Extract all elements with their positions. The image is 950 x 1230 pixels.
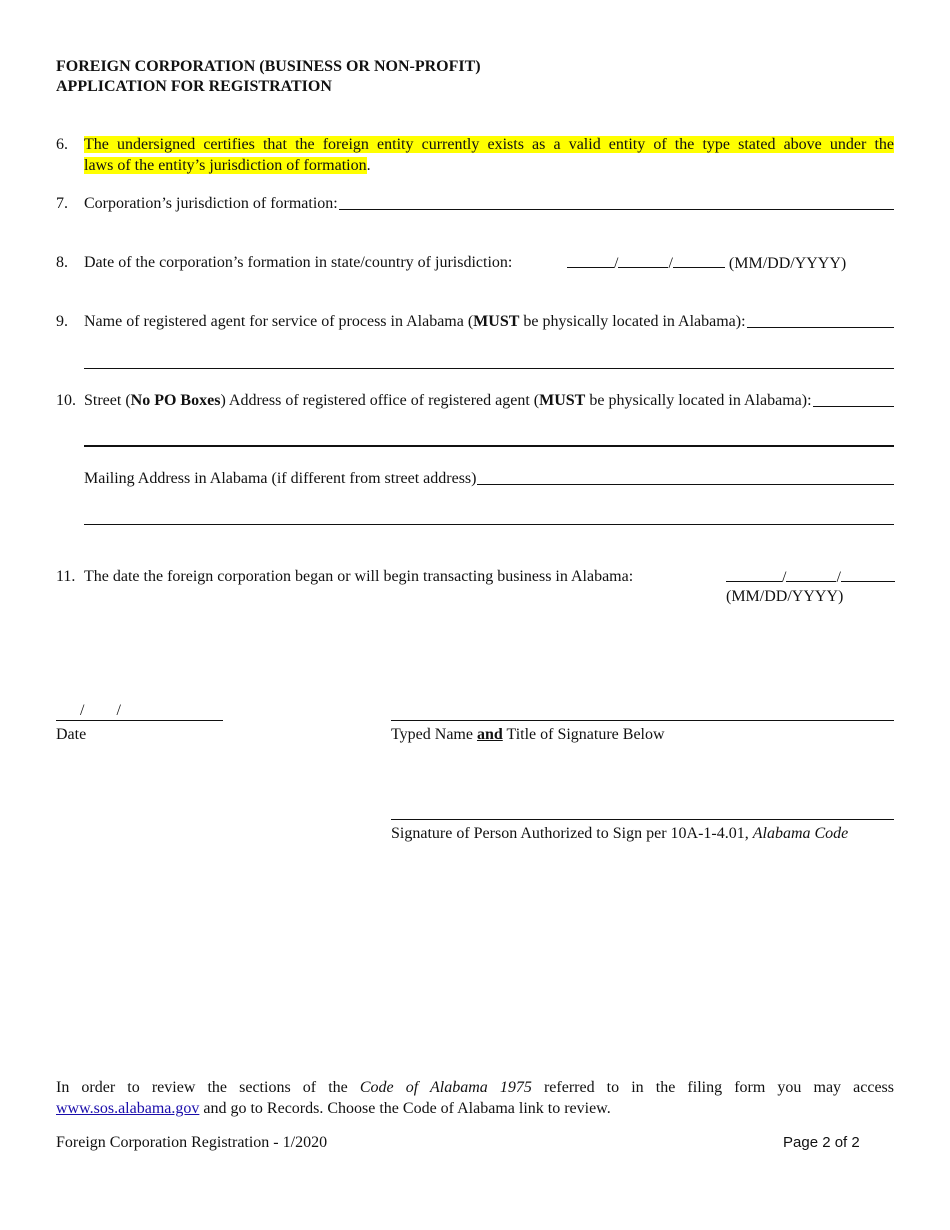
item-10-label: Street (No PO Boxes) Address of registered office of registered agent (MUST be physically located in Alabama):: [84, 392, 812, 409]
item-11-label: The date the foreign corporation began or will begin transacting business in Alabama:: [84, 568, 634, 585]
item-11-format: (MM/DD/YYYY): [726, 588, 844, 605]
mailing-address-line2[interactable]: [84, 524, 894, 525]
form-title-line1: FOREIGN CORPORATION (BUSINESS OR NON-PROFIT): [56, 58, 481, 75]
start-year-blank[interactable]: [841, 566, 895, 582]
business-start-date-field[interactable]: [726, 566, 895, 588]
signature-label: Signature of Person Authorized to Sign per 10A-1-4.01, Alabama Code: [391, 825, 849, 842]
date-slash: /: [782, 569, 787, 586]
page-number: Page 2 of 2: [783, 1134, 860, 1151]
item-10-row: [84, 390, 894, 411]
date-slash: /: [668, 255, 673, 272]
sos-website-link[interactable]: www.sos.alabama.gov: [56, 1100, 200, 1117]
start-month-blank[interactable]: [726, 566, 782, 582]
form-identifier: Foreign Corporation Registration - 1/2020: [56, 1134, 328, 1151]
jurisdiction-field[interactable]: [339, 209, 894, 210]
item-8-format: (MM/DD/YYYY): [728, 255, 847, 272]
item-10-number: 10.: [56, 392, 76, 409]
item-9-label: Name of registered agent for service of process in Alabama (MUST be physically located in Alabama):: [84, 313, 746, 330]
form-title: [56, 57, 481, 97]
street-address-line2[interactable]: [84, 445, 894, 447]
item-6-statement: [84, 134, 894, 176]
mailing-row: [84, 468, 894, 489]
item-6-line2: laws of the entity’s jurisdiction of formation: [84, 157, 367, 174]
date-slash: /: [80, 702, 85, 719]
date-slash: /: [116, 702, 121, 719]
start-day-blank[interactable]: [786, 566, 836, 582]
item-7-row: [84, 193, 894, 214]
code-review-note: In order to review the sections of the Code of Alabama 1975 referred to in the filing form you may access www.sos.alabama.gov and go to Records. Choose the Code of Alabama link to review.: [56, 1079, 894, 1117]
date-label: Date: [56, 726, 87, 743]
item-9-number: 9.: [56, 313, 68, 330]
item-7-label: Corporation’s jurisdiction of formation:: [84, 195, 338, 212]
item-6-period: .: [366, 157, 371, 174]
item-6-line1: The undersigned certifies that the foreign entity currently exists as a valid entity of the type stated above under the: [84, 136, 894, 153]
item-11-number: 11.: [56, 568, 76, 585]
date-slash: /: [614, 255, 619, 272]
item-7-number: 7.: [56, 195, 68, 212]
formation-year-blank[interactable]: [673, 252, 725, 268]
item-8-number: 8.: [56, 254, 68, 271]
form-title-line2: APPLICATION FOR REGISTRATION: [56, 78, 332, 95]
signature-date-field[interactable]: [56, 702, 223, 721]
signature-field[interactable]: [391, 819, 894, 820]
item-6-number: 6.: [56, 136, 68, 153]
formation-month-blank[interactable]: [567, 252, 614, 268]
formation-date-field[interactable]: [567, 252, 846, 274]
item-8-label: Date of the corporation’s formation in state/country of jurisdiction:: [84, 254, 513, 271]
mailing-label: Mailing Address in Alabama (if different from street address): [84, 470, 477, 487]
typed-name-field[interactable]: [391, 720, 894, 721]
formation-day-blank[interactable]: [618, 252, 668, 268]
date-slash: /: [836, 569, 841, 586]
registered-agent-line2[interactable]: [84, 368, 894, 369]
typed-name-label: Typed Name and Title of Signature Below: [391, 726, 665, 743]
registered-agent-field[interactable]: [747, 327, 894, 328]
item-9-row: [84, 311, 894, 332]
mailing-address-field[interactable]: [477, 484, 894, 485]
street-address-field[interactable]: [813, 406, 894, 407]
